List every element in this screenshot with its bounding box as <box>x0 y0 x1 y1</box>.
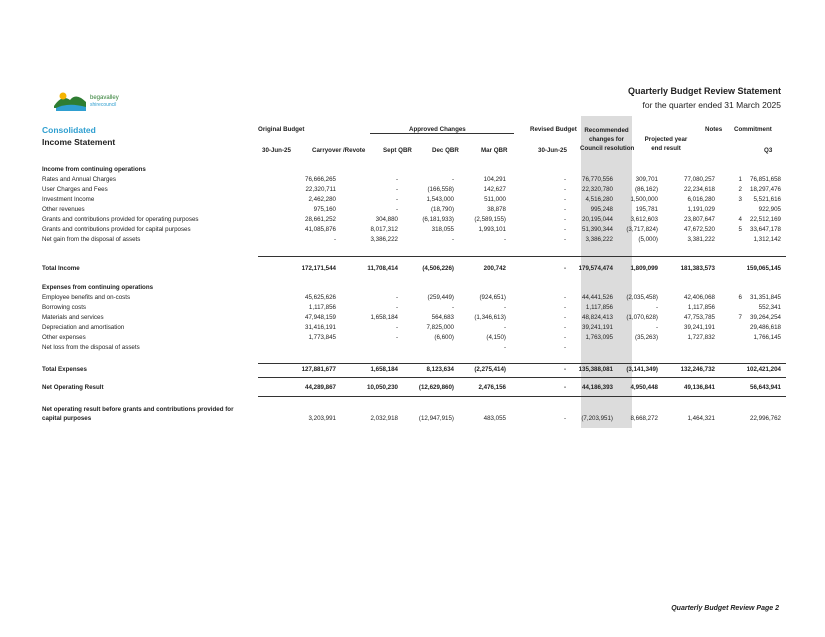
table-row <box>42 216 787 225</box>
row-cell: 42,406,068 <box>684 294 715 301</box>
row-cell: - <box>451 304 454 311</box>
col-projected-2: end result <box>651 145 681 152</box>
row-cell: 41,085,876 <box>305 226 336 233</box>
row-cell: - <box>563 176 566 183</box>
row-cell: 8,668,272 <box>630 415 658 422</box>
row-cell: 4,516,280 <box>585 196 613 203</box>
row-cell: 1,464,321 <box>687 415 715 422</box>
row-cell: - <box>395 334 398 341</box>
row-cell: 172,171,544 <box>301 265 336 272</box>
row-cell: 3,203,991 <box>308 415 336 422</box>
row-cell: - <box>503 324 506 331</box>
row-cell: 511,000 <box>484 196 506 203</box>
row-label: Net gain from the disposal of assets <box>42 236 141 243</box>
row-cell: 77,080,257 <box>684 176 715 183</box>
row-cell: 3,612,603 <box>630 216 658 223</box>
row-cell: 22,512,169 <box>750 216 781 223</box>
row-cell: - <box>395 206 398 213</box>
row-cell: 1,658,184 <box>370 366 398 373</box>
col-recommended-3: Council resolution <box>580 145 635 152</box>
row-cell: 29,486,618 <box>750 324 781 331</box>
row-cell: (2,035,458) <box>626 294 658 301</box>
row-cell: (2,589,155) <box>474 216 506 223</box>
row-cell: 8,123,634 <box>426 366 454 373</box>
table-row <box>42 334 787 343</box>
table-row <box>42 236 787 245</box>
row-cell: 3,386,222 <box>585 236 613 243</box>
row-cell: 28,661,252 <box>305 216 336 223</box>
report-subtitle: for the quarter ended 31 March 2025 <box>642 100 781 110</box>
consolidated-label: Consolidated <box>42 125 96 135</box>
row-cell: - <box>563 334 566 341</box>
row-cell: (3,717,824) <box>626 226 658 233</box>
row-cell: 3,381,222 <box>687 236 715 243</box>
row-cell: - <box>563 186 566 193</box>
row-cell: (4,506,226) <box>422 265 454 272</box>
col-original-budget: Original Budget <box>258 126 305 133</box>
row-cell: - <box>333 236 336 243</box>
row-cell: (259,449) <box>427 294 454 301</box>
row-cell: - <box>395 196 398 203</box>
net-before-grants-rule <box>258 396 786 397</box>
row-cell: 44,441,526 <box>582 294 613 301</box>
col-recommended-2: changes for <box>588 136 625 143</box>
row-cell: 56,643,941 <box>750 384 781 391</box>
row-cell: 181,383,573 <box>680 265 715 272</box>
row-cell: 45,625,626 <box>305 294 336 301</box>
row-cell: 142,627 <box>483 186 506 193</box>
row-cell: - <box>563 384 566 391</box>
row-cell: - <box>563 206 566 213</box>
report-title: Quarterly Budget Review Statement <box>627 86 781 96</box>
row-cell: - <box>655 304 658 311</box>
row-cell: 2 <box>738 186 742 193</box>
row-cell: 4 <box>738 216 742 223</box>
net-result-rule <box>258 377 786 378</box>
row-cell: 47,672,520 <box>684 226 715 233</box>
row-cell: (7,203,951) <box>581 415 613 422</box>
row-cell: - <box>563 366 566 373</box>
table-row <box>42 324 787 333</box>
row-cell: 22,320,780 <box>582 186 613 193</box>
row-label: Net loss from the disposal of assets <box>42 344 140 351</box>
row-cell: 18,297,476 <box>750 186 781 193</box>
row-cell: - <box>395 176 398 183</box>
sub-dec-qbr: Dec QBR <box>432 147 459 154</box>
row-cell: 5 <box>738 226 742 233</box>
row-cell: (2,275,414) <box>474 366 506 373</box>
row-label: Grants and contributions provided for capital purposes <box>42 226 191 233</box>
row-cell: - <box>451 176 454 183</box>
table-row <box>42 265 787 274</box>
row-cell: 1,117,856 <box>687 304 715 311</box>
row-cell: 1,117,856 <box>585 304 613 311</box>
row-cell: (35,263) <box>634 334 658 341</box>
row-cell: 318,055 <box>431 226 454 233</box>
row-cell: - <box>563 344 566 351</box>
row-cell: 159,065,145 <box>746 265 781 272</box>
page-footer: Quarterly Budget Review Page 2 <box>671 605 779 612</box>
row-label: Employee benefits and on-costs <box>42 294 131 301</box>
row-cell: 47,948,159 <box>305 314 336 321</box>
row-cell: 6 <box>738 294 742 301</box>
row-cell: 2,032,918 <box>370 415 398 422</box>
table-row <box>42 384 787 393</box>
row-cell: 200,742 <box>483 265 506 272</box>
sub-revised-date: 30-Jun-25 <box>538 147 567 154</box>
row-cell: 135,388,081 <box>578 366 613 373</box>
row-cell: 6,016,280 <box>687 196 715 203</box>
row-cell: 1,191,029 <box>687 206 715 213</box>
row-cell: 31,416,191 <box>305 324 336 331</box>
sub-mar-qbr: Mar QBR <box>481 147 508 154</box>
row-label: Materials and services <box>42 314 104 321</box>
table-row <box>42 415 787 424</box>
row-cell: 1,312,142 <box>753 236 781 243</box>
row-cell: - <box>563 236 566 243</box>
row-cell: 22,996,762 <box>750 415 781 422</box>
row-cell: 195,781 <box>635 206 658 213</box>
row-cell: - <box>655 324 658 331</box>
row-cell: (12,947,915) <box>418 415 454 422</box>
row-cell: 3 <box>738 196 742 203</box>
row-cell: - <box>503 304 506 311</box>
row-label: Borrowing costs <box>42 304 87 311</box>
row-cell: - <box>563 226 566 233</box>
row-cell: 3,386,222 <box>370 236 398 243</box>
row-cell: 1,773,845 <box>308 334 336 341</box>
row-cell: 2,476,156 <box>478 384 506 391</box>
row-cell: - <box>503 344 506 351</box>
row-cell: 1,809,099 <box>630 265 658 272</box>
row-cell: - <box>563 196 566 203</box>
row-cell: 102,421,204 <box>746 366 781 373</box>
table-row <box>42 344 787 353</box>
row-cell: 49,136,841 <box>684 384 715 391</box>
row-cell: 309,701 <box>635 176 658 183</box>
row-cell: - <box>451 236 454 243</box>
row-cell: 22,234,618 <box>684 186 715 193</box>
expense-total-rule <box>258 363 786 364</box>
row-cell: 1,763,095 <box>585 334 613 341</box>
row-cell: - <box>563 304 566 311</box>
income-total-rule <box>258 256 786 257</box>
council-logo <box>52 88 124 114</box>
row-cell: (18,790) <box>430 206 454 213</box>
row-cell: 4,950,448 <box>630 384 658 391</box>
row-cell: - <box>503 236 506 243</box>
row-cell: (924,651) <box>479 294 506 301</box>
row-cell: 1,727,832 <box>687 334 715 341</box>
col-approved-changes: Approved Changes <box>409 126 466 133</box>
row-label: Total Expenses <box>42 366 87 373</box>
row-cell: 1,993,101 <box>478 226 506 233</box>
row-cell: - <box>563 314 566 321</box>
row-cell: 995,248 <box>590 206 613 213</box>
row-cell: - <box>395 324 398 331</box>
expenses-heading: Expenses from continuing operations <box>42 284 154 291</box>
row-cell: 20,195,044 <box>582 216 613 223</box>
row-cell: (166,558) <box>427 186 454 193</box>
row-cell: 76,770,556 <box>582 176 613 183</box>
table-row <box>42 176 787 185</box>
row-label: Rates and Annual Charges <box>42 176 116 183</box>
row-cell: 1,500,000 <box>630 196 658 203</box>
net-before-grants-label-2: capital purposes <box>42 415 92 422</box>
row-cell: 48,824,413 <box>582 314 613 321</box>
row-cell: (12,629,860) <box>418 384 454 391</box>
row-cell: (6,600) <box>434 334 454 341</box>
row-cell: 31,351,845 <box>750 294 781 301</box>
row-cell: 76,851,658 <box>750 176 781 183</box>
row-cell: - <box>395 304 398 311</box>
row-cell: 975,160 <box>313 206 336 213</box>
row-cell: 51,390,344 <box>582 226 613 233</box>
row-cell: 38,878 <box>487 206 506 213</box>
row-cell: 39,241,191 <box>684 324 715 331</box>
row-cell: 11,708,414 <box>367 265 398 272</box>
col-revised-budget: Revised Budget <box>530 126 577 133</box>
table-row <box>42 314 787 323</box>
row-cell: - <box>395 186 398 193</box>
row-cell: (4,150) <box>486 334 506 341</box>
row-cell: 5,521,616 <box>753 196 781 203</box>
row-cell: - <box>395 294 398 301</box>
row-cell: - <box>563 415 566 422</box>
row-cell: 1,658,184 <box>370 314 398 321</box>
row-cell: (5,000) <box>638 236 658 243</box>
row-cell: 922,905 <box>758 206 781 213</box>
table-row <box>42 206 787 215</box>
row-cell: 1,543,000 <box>426 196 454 203</box>
row-cell: 22,320,711 <box>305 186 336 193</box>
net-before-grants-label-1: Net operating result before grants and contributions provided for <box>42 406 234 413</box>
row-cell: 76,666,265 <box>305 176 336 183</box>
row-label: Grants and contributions provided for operating purposes <box>42 216 199 223</box>
col-projected-1: Projected year <box>644 136 688 143</box>
statement-name: Income Statement <box>42 137 116 147</box>
row-cell: 2,462,280 <box>308 196 336 203</box>
row-label: Investment Income <box>42 196 95 203</box>
row-cell: (3,141,349) <box>626 366 658 373</box>
row-cell: 132,246,732 <box>680 366 715 373</box>
svg-text:shirecouncil: shirecouncil <box>90 102 117 108</box>
row-cell: 127,881,677 <box>301 366 336 373</box>
table-row <box>42 186 787 195</box>
row-cell: - <box>563 324 566 331</box>
row-cell: 44,186,393 <box>582 384 613 391</box>
row-cell: 483,055 <box>483 415 506 422</box>
col-notes: Notes <box>705 126 723 133</box>
sub-commitment-q3: Q3 <box>764 147 773 154</box>
row-cell: 23,807,647 <box>684 216 715 223</box>
row-cell: - <box>563 216 566 223</box>
col-commitment: Commitment <box>734 126 772 133</box>
row-cell: - <box>563 294 566 301</box>
row-cell: (1,070,628) <box>626 314 658 321</box>
row-label: Depreciation and amortisation <box>42 324 125 331</box>
row-cell: 179,574,474 <box>578 265 613 272</box>
col-recommended-1: Recommended <box>584 127 629 134</box>
row-cell: (6,181,933) <box>422 216 454 223</box>
sub-original-date: 30-Jun-25 <box>262 147 291 154</box>
row-cell: 1 <box>738 176 742 183</box>
row-cell: 44,289,867 <box>305 384 336 391</box>
row-cell: 47,753,785 <box>684 314 715 321</box>
row-cell: 7,825,000 <box>426 324 454 331</box>
row-label: Other expenses <box>42 334 86 341</box>
approved-changes-rule <box>370 133 514 134</box>
row-cell: 7 <box>738 314 742 321</box>
row-cell: 304,880 <box>375 216 398 223</box>
row-cell: (86,162) <box>634 186 658 193</box>
sub-sept-qbr: Sept QBR <box>383 147 412 154</box>
row-label: User Charges and Fees <box>42 186 108 193</box>
row-cell: 104,291 <box>483 176 506 183</box>
row-cell: 10,050,230 <box>367 384 398 391</box>
row-label: Other revenues <box>42 206 85 213</box>
row-cell: 552,341 <box>758 304 781 311</box>
row-cell: 1,117,856 <box>308 304 336 311</box>
income-heading: Income from continuing operations <box>42 166 146 173</box>
sub-carryover: Carryover /Revote <box>312 147 366 154</box>
table-row <box>42 196 787 205</box>
table-row <box>42 366 787 375</box>
table-row <box>42 304 787 313</box>
table-row <box>42 294 787 303</box>
row-cell: 564,683 <box>431 314 454 321</box>
row-cell: 8,017,312 <box>370 226 398 233</box>
svg-text:begavalley: begavalley <box>90 95 119 101</box>
row-cell: 33,647,178 <box>750 226 781 233</box>
row-label: Total Income <box>42 265 80 272</box>
row-cell: 39,241,191 <box>582 324 613 331</box>
row-cell: 39,264,254 <box>750 314 781 321</box>
row-cell: 1,766,145 <box>753 334 781 341</box>
table-row <box>42 226 787 235</box>
row-cell: (1,346,613) <box>474 314 506 321</box>
row-cell: - <box>563 265 566 272</box>
row-label: Net Operating Result <box>42 384 104 391</box>
